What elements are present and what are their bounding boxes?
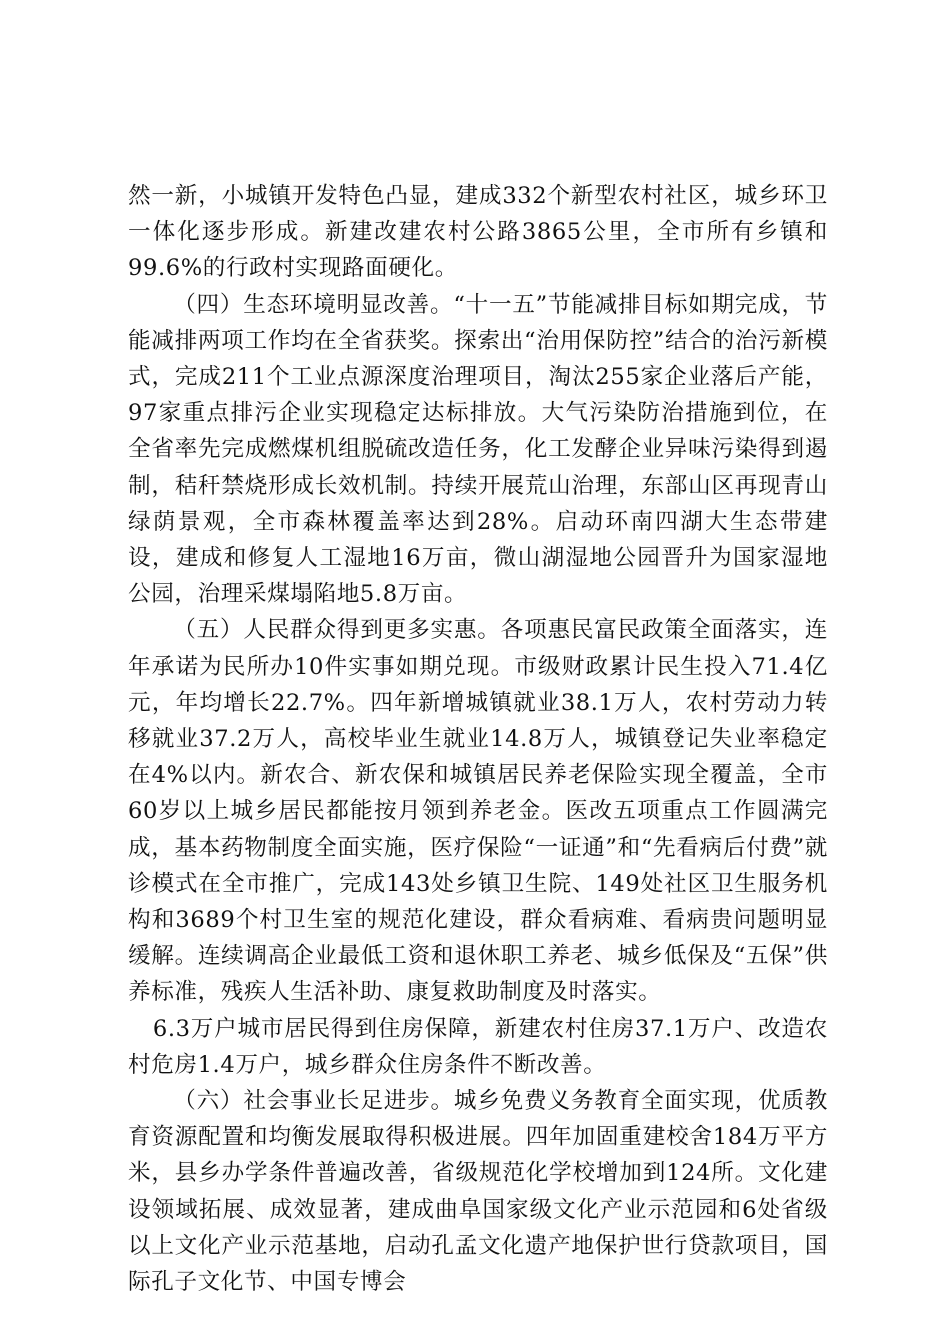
paragraph-livelihood: （五）人民群众得到更多实惠。各项惠民富民政策全面落实，连年承诺为民所办10件实事如期兑现。市级财政累计民生投入71.4亿元，年均增长22.7%。四年新增城镇就业38.1万人，农村劳动力转移就业37.2万人，高校毕业生就业14.8万人，城镇登记失业率稳定在4%以内。新农合、新农保和城镇居民养老保险实现全覆盖，全市60岁以上城乡居民都能按月领到养老金。医改五项重点工作圆满完成，基本药物制度全面实施，医疗保险“一证通”和“先看病后付费”就诊模式在全市推广，完成143处乡镇卫生院、149处社区卫生服务机构和3689个村卫生室的规范化建设，群众看病难、看病贵问题明显缓解。连续调高企业最低工资和退休职工养老、城乡低保及“五保”供养标准，残疾人生活补助、康复救助制度及时落实。	[128, 617, 828, 1006]
document-body	[128, 178, 828, 1300]
paragraph-housing: 6.3万户城市居民得到住房保障，新建农村住房37.1万户、改造农村危房1.4万户，城乡群众住房条件不断改善。	[128, 1015, 828, 1078]
paragraph-social-affairs: （六）社会事业长足进步。城乡免费义务教育全面实现，优质教育资源配置和均衡发展取得积极进展。四年加固重建校舍184万平方米，县乡办学条件普遍改善，省级规范化学校增加到124所。文化建设领域拓展、成效显著，建成曲阜国家级文化产业示范园和6处省级以上文化产业示范基地，启动孔孟文化遗产地保护世行贷款项目，国际孔子文化节、中国专博会	[128, 1088, 828, 1296]
paragraph-continuation: 然一新，小城镇开发特色凸显，建成332个新型农村社区，城乡环卫一体化逐步形成。新建改建农村公路3865公里，全市所有乡镇和99.6%的行政村实现路面硬化。	[128, 183, 828, 282]
paragraph-ecology: （四）生态环境明显改善。“十一五”节能减排目标如期完成，节能减排两项工作均在全省获奖。探索出“治用保防控”结合的治污新模式，完成211个工业点源深度治理项目，淘汰255家企业落后产能，97家重点排污企业实现稳定达标排放。大气污染防治措施到位，在全省率先完成燃煤机组脱硫改造任务，化工发酵企业异味污染得到遏制，秸秆禁烧形成长效机制。持续开展荒山治理，东部山区再现青山绿荫景观，全市森林覆盖率达到28%。启动环南四湖大生态带建设，建成和修复人工湿地16万亩，微山湖湿地公园晋升为国家湿地公园，治理采煤塌陷地5.8万亩。	[128, 291, 828, 608]
